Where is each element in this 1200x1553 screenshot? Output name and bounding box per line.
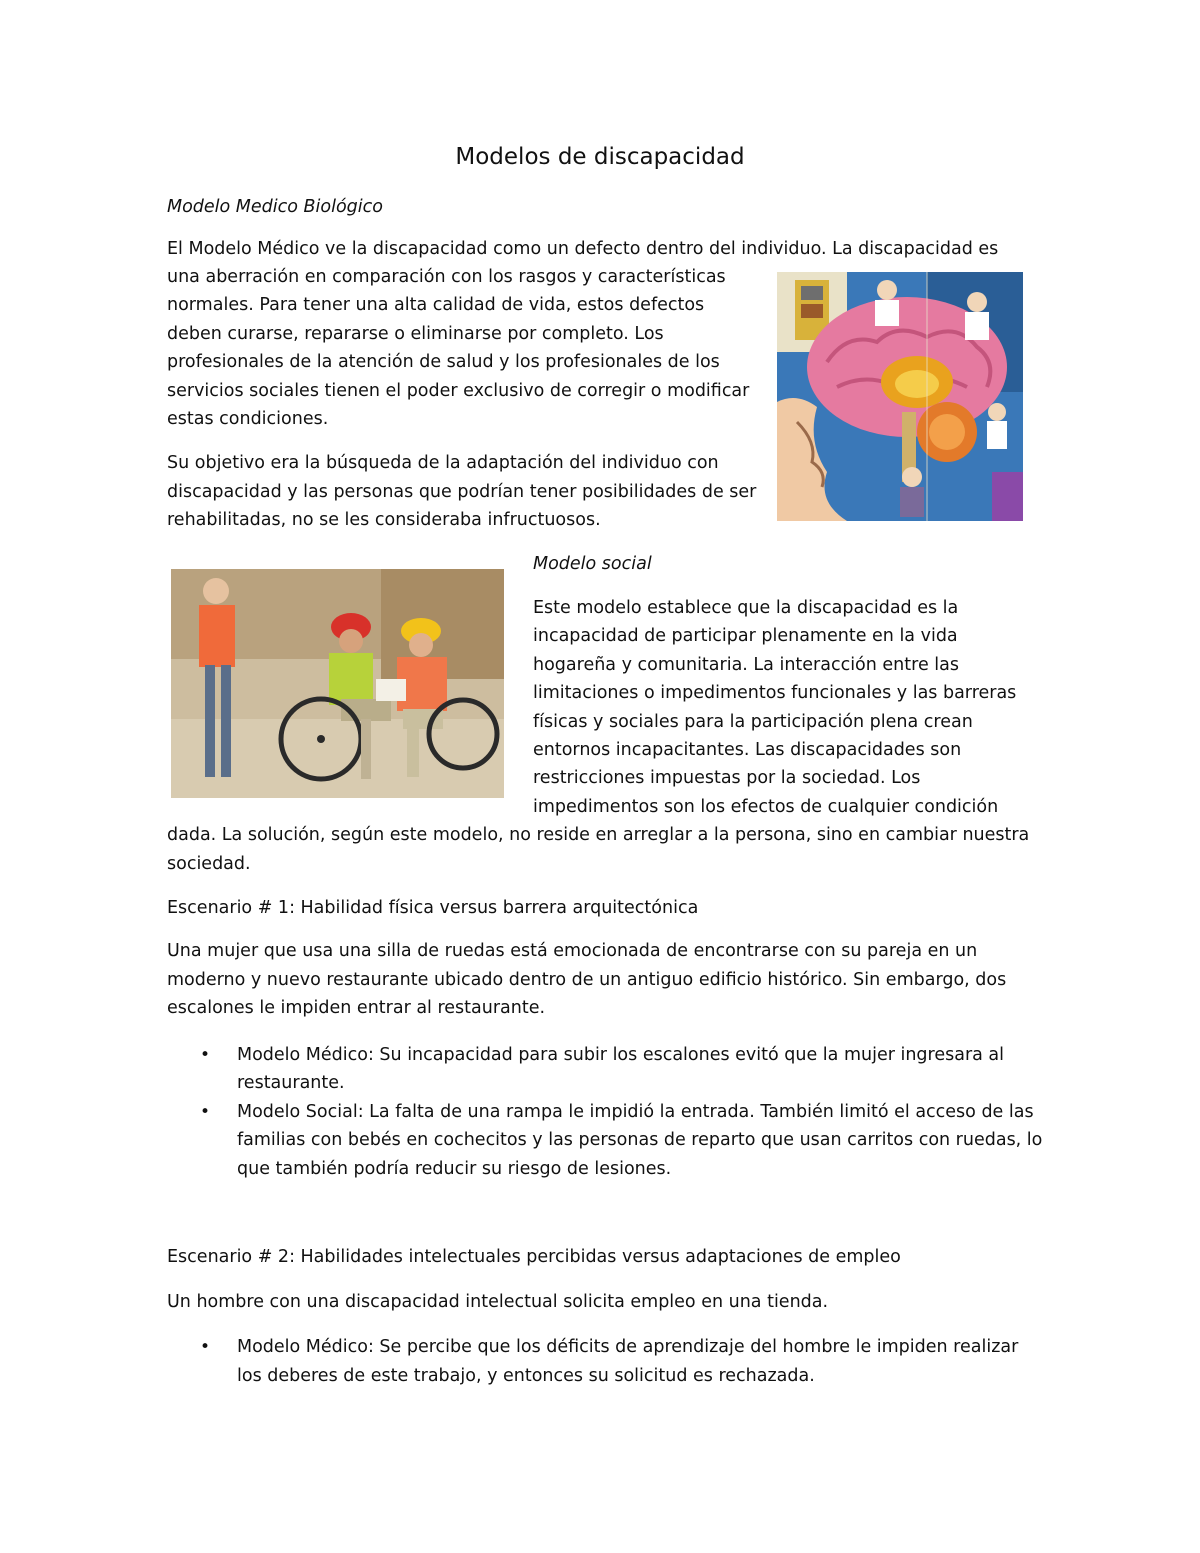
paragraph-line: El Modelo Médico ve la discapacidad como un defecto dentro del individuo. La discapacidad es [167, 239, 999, 259]
paragraph-line: estas condiciones. [167, 409, 329, 429]
paragraph-line: entornos incapacitantes. Las discapacidades son [533, 740, 962, 760]
paragraph-line: servicios sociales tienen el poder exclusivo de corregir o modificar [167, 381, 750, 401]
bullet-text-line: Modelo Médico: Su incapacidad para subir los escalones evitó que la mujer ingresara al [237, 1045, 1005, 1065]
brain-illustration-graphic [777, 272, 1023, 521]
bullet-text-line: los deberes de este trabajo, y entonces su solicitud es rechazada. [237, 1366, 815, 1386]
paragraph-line: restricciones impuestas por la sociedad. Los [533, 768, 921, 788]
section-heading-medico: Modelo Medico Biológico [167, 197, 383, 217]
bullet-text-line: Modelo Social: La falta de una rampa le impidió la entrada. También limitó el acceso de las [237, 1102, 1034, 1122]
workers-photo-image [171, 569, 504, 798]
bullet-text-line: que también podría reducir su riesgo de lesiones. [237, 1159, 672, 1179]
section-heading-social: Modelo social [533, 554, 652, 574]
bullet-marker: • [200, 1337, 211, 1357]
paragraph-line: moderno y nuevo restaurante ubicado dentro de un antiguo edificio histórico. Sin embargo, dos [167, 970, 1007, 990]
scenario-1-heading: Escenario # 1: Habilidad física versus barrera arquitectónica [167, 898, 699, 918]
bullet-text-line: restaurante. [237, 1073, 345, 1093]
paragraph-line: físicas y sociales para la participación plena crean [533, 712, 973, 732]
paragraph-line: normales. Para tener una alta calidad de vida, estos defectos [167, 295, 705, 315]
paragraph-line: escalones le impiden entrar al restaurante. [167, 998, 546, 1018]
bullet-text-line: Modelo Médico: Se percibe que los déficits de aprendizaje del hombre le impiden realizar [237, 1337, 1019, 1357]
paragraph-line: hogareña y comunitaria. La interacción entre las [533, 655, 959, 675]
scenario-2-heading: Escenario # 2: Habilidades intelectuales percibidas versus adaptaciones de empleo [167, 1247, 901, 1267]
brain-illustration-image [777, 272, 1023, 521]
paragraph-line: deben curarse, repararse o eliminarse por completo. Los [167, 324, 664, 344]
paragraph-line: una aberración en comparación con los rasgos y características [167, 267, 726, 287]
paragraph-line: profesionales de la atención de salud y los profesionales de los [167, 352, 720, 372]
paragraph-line: sociedad. [167, 854, 251, 874]
paragraph-line: Un hombre con una discapacidad intelectual solicita empleo en una tienda. [167, 1292, 829, 1312]
paragraph-line: dada. La solución, según este modelo, no reside en arreglar a la persona, sino en cambiar nuestra [167, 825, 1030, 845]
paragraph-line: incapacidad de participar plenamente en la vida [533, 626, 958, 646]
paragraph-line: Una mujer que usa una silla de ruedas está emocionada de encontrarse con su pareja en un [167, 941, 978, 961]
page-title: Modelos de discapacidad [455, 144, 745, 170]
paragraph-line: Su objetivo era la búsqueda de la adaptación del individuo con [167, 453, 719, 473]
paragraph-line: impedimentos son los efectos de cualquier condición [533, 797, 999, 817]
paragraph-line: limitaciones o impedimentos funcionales y las barreras [533, 683, 1017, 703]
bullet-marker: • [200, 1102, 211, 1122]
paragraph-line: Este modelo establece que la discapacidad es la [533, 598, 959, 618]
bullet-marker: • [200, 1045, 211, 1065]
workers-photo-graphic [171, 569, 504, 798]
bullet-text-line: familias con bebés en cochecitos y las personas de reparto que usan carritos con ruedas, lo [237, 1130, 1043, 1150]
paragraph-line: rehabilitadas, no se les consideraba infructuosos. [167, 510, 601, 530]
paragraph-line: discapacidad y las personas que podrían tener posibilidades de ser [167, 482, 757, 502]
